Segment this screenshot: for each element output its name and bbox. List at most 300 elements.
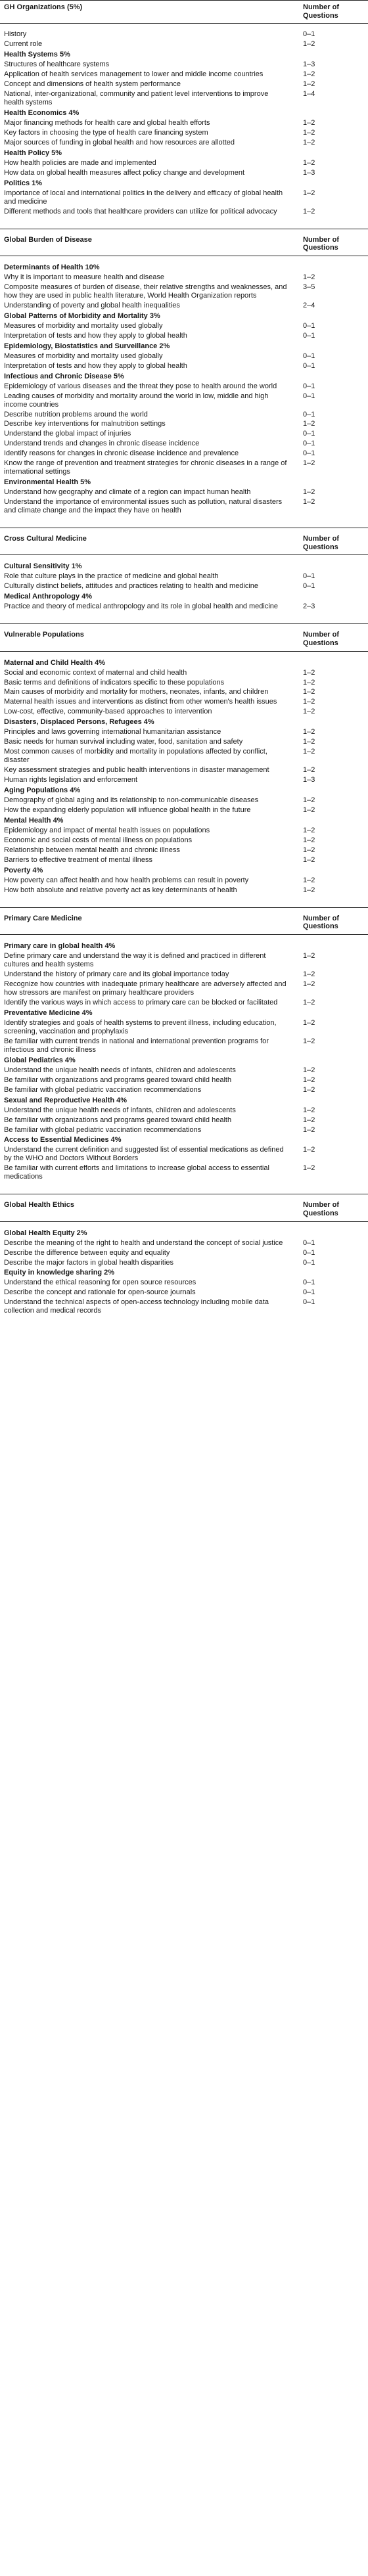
topic-heading: Access to Essential Medicines 4% [4, 1136, 122, 1144]
number-of-questions-header: Number of Questions [299, 624, 368, 651]
learning-objective: Human rights legislation and enforcement [4, 776, 138, 784]
table-row [0, 846, 368, 855]
number-of-questions: 1–4 [303, 90, 315, 99]
learning-objective: Measures of morbidity and mortality used globally [4, 351, 163, 360]
number-of-questions: 1–2 [303, 1146, 315, 1154]
topic-number-cell [299, 148, 368, 158]
learning-objective: Be familiar with current trends in national and international prevention programs for infectious and chronic illness [4, 1037, 269, 1054]
learning-objective: Most common causes of morbidity and mortality in populations affected by conflict, disaster [4, 748, 267, 765]
learning-objective: Concept and dimensions of health system performance [4, 80, 181, 89]
number-of-questions: 2–4 [303, 301, 315, 309]
number-of-questions-header: Number of Questions [299, 528, 368, 555]
section-spacer [0, 612, 368, 624]
number-of-questions: 0–1 [303, 440, 315, 448]
section-header-row [0, 624, 368, 651]
table-row [0, 1085, 368, 1095]
blank-row [0, 24, 368, 30]
learning-objective: Current role [4, 40, 43, 49]
learning-objective: Understand the unique health needs of infants, children and adolescents [4, 1066, 236, 1074]
number-of-questions: 1–2 [303, 1116, 315, 1124]
number-of-questions: 1–2 [303, 1066, 315, 1074]
table-row [0, 361, 368, 371]
topic-row [0, 785, 368, 796]
topic-heading: Poverty 4% [4, 866, 43, 874]
topic-number-cell [299, 658, 368, 668]
number-of-questions: 1–2 [303, 886, 315, 894]
section-spacer [0, 217, 368, 229]
topic-row [0, 1055, 368, 1066]
number-of-questions: 1–2 [303, 836, 315, 844]
learning-objective: Key assessment strategies and public health interventions in disaster management [4, 766, 269, 775]
table-row [0, 128, 368, 138]
learning-objective: How data on global health measures affect policy change and development [4, 168, 245, 177]
learning-objective: How poverty can affect health and how health problems can result in poverty [4, 876, 249, 884]
topic-number-cell [299, 717, 368, 727]
number-of-questions: 1–2 [303, 980, 315, 988]
topic-number-cell [299, 941, 368, 951]
learning-objective: Why it is important to measure health and disease [4, 273, 164, 281]
number-of-questions: 1–2 [303, 40, 315, 49]
blank-row [0, 935, 368, 941]
topic-number-cell [299, 262, 368, 273]
learning-objective: Interpretation of tests and how they apply to global health [4, 331, 187, 340]
topic-row [0, 477, 368, 487]
learning-objective: Major financing methods for health care and global health efforts [4, 119, 210, 127]
number-of-questions: 1–2 [303, 207, 315, 215]
table-row [0, 429, 368, 439]
learning-objective: Epidemiology and impact of mental health issues on populations [4, 826, 210, 835]
number-of-questions: 1–2 [303, 273, 315, 281]
table-row [0, 855, 368, 865]
number-of-questions: 1–2 [303, 876, 315, 884]
learning-objective: Identify reasons for changes in chronic disease incidence and prevalence [4, 449, 239, 458]
table-row [0, 1125, 368, 1135]
topic-number-cell [299, 371, 368, 382]
table-row [0, 697, 368, 707]
topic-row [0, 341, 368, 351]
learning-objective: Relationship between mental health and chronic illness [4, 846, 180, 854]
learning-objective: How health policies are made and implemented [4, 158, 156, 167]
topic-heading: Determinants of Health 10% [4, 263, 100, 271]
learning-objective: Practice and theory of medical anthropology and its role in global health and medicine [4, 602, 279, 611]
section-title: Cross Cultural Medicine [0, 528, 299, 555]
table-row [0, 1075, 368, 1085]
table-row [0, 1106, 368, 1116]
learning-objective: Culturally distinct beliefs, attitudes and practices relating to health and medicine [4, 582, 259, 591]
table-row [0, 1298, 368, 1316]
learning-objective: Interpretation of tests and how they apply to global health [4, 361, 187, 370]
topic-row [0, 1008, 368, 1018]
topic-heading: Mental Health 4% [4, 817, 64, 825]
topic-heading: Aging Populations 4% [4, 786, 81, 795]
learning-objective: Understand the ethical reasoning for open source resources [4, 1278, 196, 1287]
number-of-questions: 1–2 [303, 158, 315, 167]
number-of-questions: 1–2 [303, 70, 315, 79]
number-of-questions: 0–1 [303, 331, 315, 340]
table-row [0, 951, 368, 970]
learning-objective: Low-cost, effective, community-based approaches to intervention [4, 708, 212, 716]
number-of-questions: 1–2 [303, 708, 315, 716]
topic-heading: Equity in knowledge sharing 2% [4, 1269, 115, 1277]
topic-row [0, 311, 368, 321]
learning-objective: Describe the concept and rationale for open-source journals [4, 1288, 196, 1297]
number-of-questions: 1–2 [303, 1018, 315, 1027]
number-of-questions: 0–1 [303, 30, 315, 39]
topic-heading: Health Systems 5% [4, 51, 70, 59]
learning-objective: Social and economic context of maternal and child health [4, 668, 187, 677]
learning-objective: Demography of global aging and its relationship to non-communicable diseases [4, 796, 259, 805]
learning-objective: Basic terms and definitions of indicators specific to these populations [4, 678, 225, 687]
number-of-questions: 1–2 [303, 1037, 315, 1045]
topic-number-cell [299, 1135, 368, 1145]
learning-objective: History [4, 30, 27, 39]
table-row [0, 775, 368, 785]
number-of-questions: 1–2 [303, 806, 315, 815]
table-row [0, 1164, 368, 1182]
number-of-questions: 1–2 [303, 728, 315, 736]
number-of-questions: 1–2 [303, 1125, 315, 1134]
section-title: Global Health Ethics [0, 1194, 299, 1221]
number-of-questions: 1–2 [303, 796, 315, 805]
learning-objective: Understand the importance of environmental issues such as pollution, natural disasters and climate change and the impact they have on health [4, 498, 283, 515]
table-row [0, 487, 368, 497]
table-row [0, 581, 368, 591]
table-row [0, 439, 368, 449]
table-row [0, 707, 368, 717]
learning-objective: Role that culture plays in the practice of medicine and global health [4, 572, 219, 581]
section-header-row [0, 1, 368, 24]
table-row [0, 301, 368, 311]
topic-number-cell [299, 178, 368, 189]
learning-objective: Understand how geography and climate of a region can impact human health [4, 488, 251, 497]
learning-objective: Describe key interventions for malnutrition settings [4, 420, 166, 428]
learning-objective: Measures of morbidity and mortality used globally [4, 321, 163, 330]
learning-objective: Understand the technical aspects of open-access technology including mobile data collection and medical records [4, 1298, 269, 1315]
topic-row [0, 148, 368, 158]
number-of-questions-header: Number of Questions [299, 1194, 368, 1221]
table-row [0, 876, 368, 886]
number-of-questions: 1–2 [303, 189, 315, 197]
table-row [0, 727, 368, 737]
learning-objective: Understand the global impact of injuries [4, 430, 131, 438]
section-spacer [0, 516, 368, 528]
topic-heading: Disasters, Displaced Persons, Refugees 4% [4, 718, 154, 727]
learning-objective: Identify the various ways in which access to primary care can be blocked or facilitated [4, 998, 278, 1006]
table-row [0, 392, 368, 410]
table-row [0, 998, 368, 1008]
number-of-questions: 0–1 [303, 1298, 315, 1307]
number-of-questions: 1–2 [303, 138, 315, 147]
table-row [0, 1258, 368, 1268]
table-row [0, 158, 368, 168]
number-of-questions: 1–2 [303, 698, 315, 706]
number-of-questions: 1–2 [303, 678, 315, 687]
number-of-questions: 1–2 [303, 952, 315, 960]
topic-heading: Health Policy 5% [4, 148, 62, 157]
topic-row [0, 658, 368, 668]
table-row [0, 826, 368, 836]
table-row [0, 419, 368, 429]
table-row [0, 331, 368, 341]
number-of-questions: 1–2 [303, 80, 315, 89]
table-row [0, 765, 368, 775]
table-row [0, 1248, 368, 1258]
number-of-questions: 1–2 [303, 688, 315, 696]
table-row [0, 737, 368, 747]
section-header-row [0, 1194, 368, 1221]
table-row [0, 1066, 368, 1075]
table-row [0, 1018, 368, 1037]
number-of-questions: 0–1 [303, 572, 315, 581]
number-of-questions-header: Number of Questions [299, 1, 368, 24]
table-row [0, 89, 368, 108]
table-row [0, 886, 368, 895]
table-row [0, 39, 368, 49]
learning-objective: Principles and laws governing international humanitarian assistance [4, 728, 221, 736]
topic-number-cell [299, 311, 368, 321]
topic-heading: Epidemiology, Biostatistics and Surveillance 2% [4, 342, 170, 350]
learning-objective: Understanding of poverty and global health inequalities [4, 301, 180, 309]
topic-number-cell [299, 785, 368, 796]
number-of-questions: 1–2 [303, 748, 315, 756]
number-of-questions: 0–1 [303, 1278, 315, 1287]
learning-objective: Be familiar with organizations and programs geared toward child health [4, 1116, 232, 1124]
table-row [0, 382, 368, 392]
learning-objective: Describe nutrition problems around the world [4, 410, 148, 418]
table-row [0, 747, 368, 765]
blank-row [0, 256, 368, 262]
learning-objective: Be familiar with organizations and programs geared toward child health [4, 1075, 232, 1084]
number-of-questions-header: Number of Questions [299, 907, 368, 934]
topic-row [0, 815, 368, 826]
table-row [0, 70, 368, 79]
table-row [0, 79, 368, 89]
learning-objective: Be familiar with global pediatric vaccination recommendations [4, 1085, 202, 1094]
section-spacer [0, 1182, 368, 1194]
learning-objective: Maternal health issues and interventions as distinct from other women's health issues [4, 698, 277, 706]
number-of-questions: 0–1 [303, 449, 315, 458]
number-of-questions: 2–3 [303, 602, 315, 611]
learning-objective: Describe the meaning of the right to health and understand the concept of social justice [4, 1238, 283, 1247]
topic-heading: Cultural Sensitivity 1% [4, 562, 82, 571]
section-title: Global Burden of Disease [0, 229, 299, 256]
number-of-questions: 1–2 [303, 855, 315, 864]
number-of-questions: 1–2 [303, 1164, 315, 1173]
number-of-questions: 1–2 [303, 668, 315, 677]
topic-row [0, 865, 368, 876]
number-of-questions: 0–1 [303, 321, 315, 330]
number-of-questions: 0–1 [303, 410, 315, 418]
topic-row [0, 1135, 368, 1145]
table-row [0, 572, 368, 581]
topic-heading: Health Economics 4% [4, 109, 80, 118]
table-row [0, 836, 368, 846]
section-header-row [0, 229, 368, 256]
number-of-questions: 0–1 [303, 1258, 315, 1267]
number-of-questions: 0–1 [303, 392, 315, 400]
topic-number-cell [299, 108, 368, 118]
table-row [0, 30, 368, 39]
topic-row [0, 262, 368, 273]
number-of-questions: 0–1 [303, 351, 315, 360]
topic-heading: Global Pediatrics 4% [4, 1056, 76, 1064]
topic-row [0, 561, 368, 572]
number-of-questions: 1–2 [303, 1075, 315, 1084]
table-row [0, 1116, 368, 1125]
learning-objective: Be familiar with current efforts and limitations to increase global access to essential medications [4, 1164, 269, 1181]
number-of-questions: 1–2 [303, 766, 315, 775]
learning-objective: How both absolute and relative poverty act as key determinants of health [4, 886, 237, 894]
learning-objective: Different methods and tools that healthcare providers can utilize for political advocacy [4, 207, 277, 215]
topic-heading: Politics 1% [4, 179, 43, 187]
topic-row [0, 178, 368, 189]
number-of-questions: 1–2 [303, 488, 315, 497]
number-of-questions: 1–2 [303, 498, 315, 507]
number-of-questions: 1–2 [303, 846, 315, 854]
topic-heading: Sexual and Reproductive Health 4% [4, 1096, 127, 1104]
learning-objective: Understand trends and changes in chronic disease incidence [4, 440, 200, 448]
topic-heading: Environmental Health 5% [4, 478, 91, 487]
learning-objective: Leading causes of morbidity and mortality around the world in low, middle and high income countries [4, 392, 269, 409]
table-row [0, 138, 368, 148]
topic-heading: Global Patterns of Morbidity and Mortality 3% [4, 311, 160, 320]
table-row [0, 980, 368, 998]
blank-row [0, 1222, 368, 1228]
section-title: Vulnerable Populations [0, 624, 299, 651]
table-row [0, 168, 368, 178]
learning-objective: National, inter-organizational, community and patient level interventions to improve health systems [4, 90, 269, 107]
number-of-questions: 1–2 [303, 998, 315, 1006]
topic-heading: Medical Anthropology 4% [4, 593, 93, 601]
learning-objective: Define primary care and understand the way it is defined and practiced in different cultures and health systems [4, 952, 266, 969]
number-of-questions-header: Number of Questions [299, 229, 368, 256]
learning-objective: Economic and social costs of mental illness on populations [4, 836, 193, 844]
learning-objective: Key factors in choosing the type of health care financing system [4, 128, 208, 137]
table-row [0, 449, 368, 459]
number-of-questions: 0–1 [303, 382, 315, 390]
topic-row [0, 717, 368, 727]
number-of-questions: 0–1 [303, 1288, 315, 1297]
blank-row [0, 555, 368, 561]
table-row [0, 1278, 368, 1288]
table-row [0, 805, 368, 815]
topic-row [0, 1228, 368, 1238]
table-row [0, 189, 368, 207]
topic-number-cell [299, 1267, 368, 1278]
table-row [0, 678, 368, 688]
table-row [0, 1288, 368, 1298]
topic-number-cell [299, 1095, 368, 1106]
topic-number-cell [299, 865, 368, 876]
learning-objective: Describe the difference between equity and equality [4, 1248, 170, 1257]
table-row [0, 207, 368, 217]
topic-row [0, 1095, 368, 1106]
blank-row [0, 652, 368, 658]
number-of-questions: 1–3 [303, 168, 315, 177]
table-row [0, 602, 368, 612]
table-row [0, 118, 368, 128]
topic-row [0, 1267, 368, 1278]
learning-objective: Understand the unique health needs of infants, children and adolescents [4, 1106, 236, 1114]
topic-number-cell [299, 341, 368, 351]
table-row [0, 351, 368, 361]
topic-number-cell [299, 591, 368, 602]
section-header-row [0, 907, 368, 934]
number-of-questions: 3–5 [303, 282, 315, 291]
learning-objective: Understand the history of primary care and its global importance today [4, 970, 229, 978]
learning-objective: Be familiar with global pediatric vaccination recommendations [4, 1125, 202, 1134]
topic-number-cell [299, 561, 368, 572]
learning-objective: Structures of healthcare systems [4, 60, 110, 69]
learning-objective: Understand the current definition and suggested list of essential medications as defined by the WHO and Doctors Without Borders [4, 1146, 284, 1163]
section-title: GH Organizations (5%) [0, 1, 299, 24]
number-of-questions: 0–1 [303, 1238, 315, 1247]
number-of-questions: 1–2 [303, 459, 315, 468]
topic-number-cell [299, 1008, 368, 1018]
topic-row [0, 591, 368, 602]
number-of-questions: 1–2 [303, 119, 315, 127]
table-row [0, 282, 368, 301]
number-of-questions: 1–3 [303, 60, 315, 69]
topic-heading: Global Health Equity 2% [4, 1229, 87, 1237]
topic-number-cell [299, 815, 368, 826]
section-spacer [0, 895, 368, 908]
number-of-questions: 1–2 [303, 1085, 315, 1094]
number-of-questions: 1–2 [303, 1106, 315, 1114]
number-of-questions: 1–2 [303, 128, 315, 137]
section-header-row [0, 528, 368, 555]
learning-objective: How the expanding elderly population will influence global health in the future [4, 806, 251, 815]
learning-objective: Major sources of funding in global health and how resources are allotted [4, 138, 235, 147]
table-row [0, 970, 368, 980]
number-of-questions: 0–1 [303, 1248, 315, 1257]
table-row [0, 1238, 368, 1248]
topic-number-cell [299, 1228, 368, 1238]
topic-number-cell [299, 477, 368, 487]
learning-objective: Application of health services management to lower and middle income countries [4, 70, 264, 79]
topic-heading: Preventative Medicine 4% [4, 1008, 93, 1017]
learning-objective: Basic needs for human survival including water, food, sanitation and safety [4, 738, 243, 746]
number-of-questions: 1–3 [303, 776, 315, 784]
table-row [0, 459, 368, 477]
learning-objective: Describe the major factors in global health disparities [4, 1258, 174, 1267]
table-row [0, 687, 368, 697]
learning-objective: Identify strategies and goals of health systems to prevent illness, including education, screening, vaccination and prophylaxis [4, 1018, 277, 1035]
learning-objective: Recognize how countries with inadequate primary healthcare are adversely affected and how stressors are manifest on primary healthcare providers [4, 980, 287, 997]
topic-heading: Infectious and Chronic Disease 5% [4, 372, 124, 380]
learning-objective: Epidemiology of various diseases and the threat they pose to health around the world [4, 382, 277, 390]
table-row [0, 273, 368, 282]
learning-objective: Main causes of morbidity and mortality for mothers, neonates, infants, and children [4, 688, 269, 696]
table-row [0, 1145, 368, 1164]
table-row [0, 321, 368, 331]
number-of-questions: 0–1 [303, 430, 315, 438]
learning-objective: Know the range of prevention and treatment strategies for chronic diseases in a range of international settings [4, 459, 287, 476]
section-title: Primary Care Medicine [0, 907, 299, 934]
topic-heading: Maternal and Child Health 4% [4, 658, 106, 667]
table-row [0, 497, 368, 516]
table-row [0, 60, 368, 70]
number-of-questions: 1–2 [303, 970, 315, 978]
topic-row [0, 371, 368, 382]
topic-row [0, 108, 368, 118]
number-of-questions: 1–2 [303, 826, 315, 835]
number-of-questions: 0–1 [303, 361, 315, 370]
table-row [0, 1037, 368, 1055]
table-row [0, 668, 368, 678]
number-of-questions: 0–1 [303, 582, 315, 591]
learning-objective: Composite measures of burden of disease, their relative strengths and weaknesses, and how they are used in public health literature, World Health Organization reports [4, 282, 287, 300]
